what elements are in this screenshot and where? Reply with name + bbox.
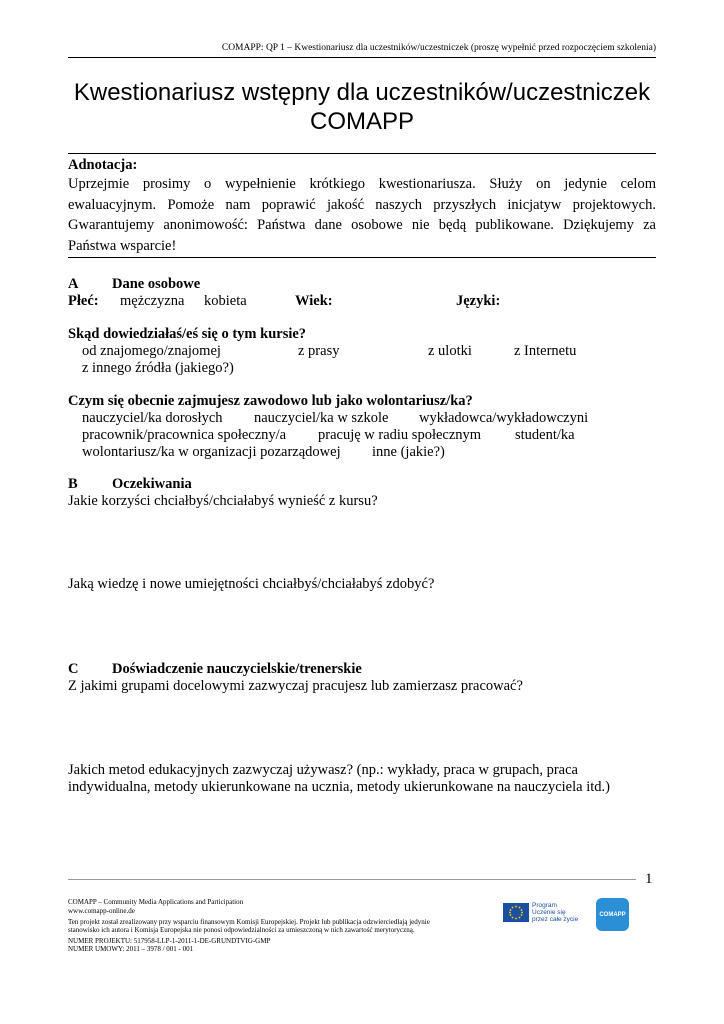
- work-option-student[interactable]: [501, 425, 575, 445]
- option-label: nauczyciel/ka dorosłych: [82, 410, 223, 426]
- work-question: Czym się obecnie zajmujesz zawodowo lub jako wolontariusz/ka?: [68, 393, 473, 409]
- option-label: z prasy: [298, 343, 340, 359]
- annotation-top-rule: [68, 153, 656, 154]
- footer-disclaimer-2: stanowisko ich autora i Komisja Europejska nie ponosi odpowiedzialności za umieszczoną w nich zawartość merytoryczną.: [68, 926, 415, 934]
- experience-question-2-line-2: indywidualna, metody ukierunkowane na ucznia, metody ukierunkowane na nauczyciela itd.): [68, 779, 610, 795]
- option-label: student/ka: [515, 427, 575, 443]
- footer-contract-number: NUMER UMOWY: 2011 – 3978 / 001 - 001: [68, 945, 194, 953]
- work-option-ngo-volunteer[interactable]: [68, 442, 341, 462]
- expectations-question-1: Jakie korzyści chciałbyś/chciałabyś wynieść z kursu?: [68, 493, 378, 509]
- gender-option-female[interactable]: [190, 291, 247, 311]
- annotation-text: Uprzejmie prosimy o wypełnienie krótkiego kwestionariusza. Służy on jedynie celom ewaluacyjnym. Pomoże nam poprawić jakość naszych przyszłych inicjatyw projektowych. Gwarantujemy anonimowość: Państwa dane osobowe nie będą publikowane. Dziękujemy za Państwa wsparcie!: [68, 176, 656, 254]
- answer-area-expectations-1[interactable]: [68, 512, 656, 572]
- footer-org: COMAPP – Community Media Applications and Participation: [68, 898, 244, 906]
- source-option-other[interactable]: [68, 358, 234, 378]
- gender-option-male[interactable]: [106, 291, 184, 311]
- eu-logo-line-2: Uczenie się: [532, 909, 566, 916]
- option-label: wolontariusz/ka w organizacji pozarządowej: [82, 444, 341, 460]
- section-c-letter: C: [68, 661, 79, 677]
- option-label: wykładowca/wykładowczyni: [419, 410, 589, 426]
- answer-area-expectations-2[interactable]: [68, 595, 656, 655]
- footer-disclaimer-1: Ten projekt został zrealizowany przy wsparciu finansowym Komisji Europejskiej. Projekt lub publikacja odzwierciedlają jedynie: [68, 918, 430, 926]
- option-label: mężczyzna: [120, 293, 185, 309]
- eu-flag-icon: [503, 903, 529, 922]
- answer-area-experience-1[interactable]: [68, 697, 656, 757]
- annotation-bottom-rule: [68, 257, 656, 258]
- languages-label: Języki:: [456, 293, 501, 309]
- header-divider: [68, 57, 656, 58]
- experience-question-1: Z jakimi grupami docelowymi zazwyczaj pracujesz lub zamierzasz pracować?: [68, 678, 523, 694]
- option-label: z Internetu: [514, 343, 577, 359]
- option-label: z innego źródła (jakiego?): [82, 360, 234, 376]
- source-option-press[interactable]: [284, 341, 339, 361]
- running-header: COMAPP: QP 1 – Kwestionariusz dla uczestników/uczestniczek (proszę wypełnić przed rozpoczęciem szkolenia): [221, 43, 656, 53]
- expectations-question-2: Jaką wiedzę i nowe umiejętności chciałbyś/chciałabyś zdobyć?: [68, 576, 435, 592]
- option-label: nauczyciel/ka w szkole: [254, 410, 389, 426]
- section-a-title: Dane osobowe: [112, 276, 201, 292]
- option-label: z ulotki: [428, 343, 472, 359]
- section-c-title: Doświadczenie nauczycielskie/trenerskie: [112, 661, 362, 677]
- lifelong-learning-programme-logo: [532, 902, 578, 923]
- section-a-letter: A: [68, 276, 79, 292]
- option-label: kobieta: [204, 293, 247, 309]
- document-title: [40, 78, 684, 136]
- gender-label: Płeć:: [68, 293, 99, 309]
- footer-divider: [68, 879, 636, 880]
- footer-url[interactable]: www.comapp-online.de: [68, 907, 135, 915]
- title-line-1: Kwestionariusz wstępny dla uczestników/uczestniczek: [73, 79, 651, 106]
- section-b-letter: B: [68, 476, 78, 492]
- option-label: od znajomego/znajomej: [82, 343, 221, 359]
- comapp-logo: COMAPP: [596, 898, 629, 931]
- title-line-2: COMAPP: [309, 108, 414, 135]
- annotation-heading: Adnotacja:: [68, 157, 138, 173]
- page-number: 1: [645, 871, 653, 887]
- eu-logo-line-1: Program: [532, 902, 557, 909]
- option-label: pracownik/pracownica społeczny/a: [82, 427, 287, 443]
- source-option-leaflet[interactable]: [414, 341, 472, 361]
- section-b-title: Oczekiwania: [112, 476, 192, 492]
- option-label: pracuję w radiu społecznym: [318, 427, 482, 443]
- footer-project-number: NUMER PROJEKTU: 517958-LLP-1-2011-1-DE-GRUNDTVIG-GMP: [68, 937, 271, 945]
- eu-logo-line-3: przez całe życie: [532, 916, 579, 923]
- source-option-internet[interactable]: [500, 341, 576, 361]
- age-label: Wiek:: [295, 293, 333, 309]
- source-question: Skąd dowiedziałaś/eś się o tym kursie?: [68, 326, 307, 342]
- option-label: inne (jakie?): [372, 444, 445, 460]
- experience-question-2-line-1: Jakich metod edukacyjnych zazwyczaj używasz? (np.: wykłady, praca w grupach, praca: [68, 762, 578, 778]
- work-option-other[interactable]: [358, 442, 445, 462]
